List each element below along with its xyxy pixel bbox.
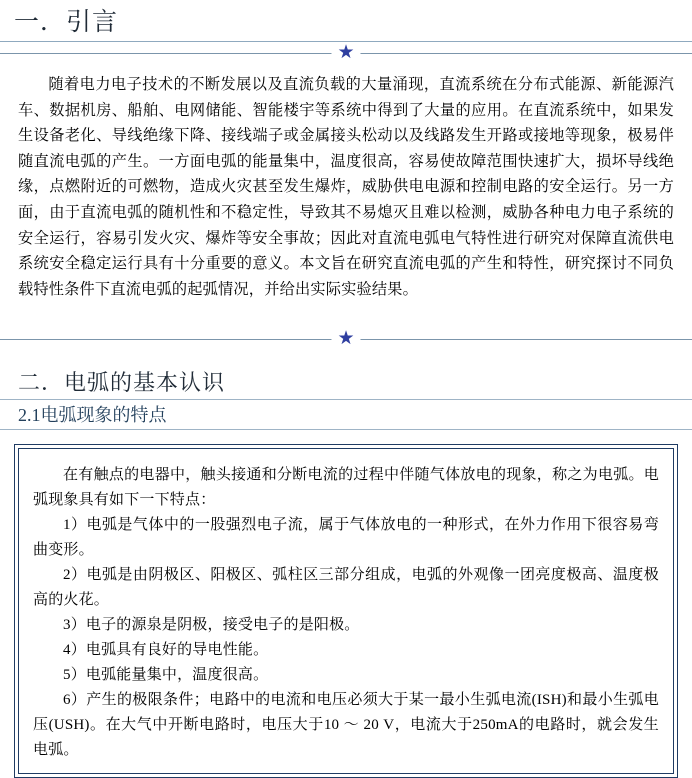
star-divider-bottom <box>0 328 692 350</box>
star-icon: ★ <box>331 328 360 350</box>
star-icon: ★ <box>331 42 360 64</box>
box-intro-paragraph: 在有触点的电器中，触头接通和分断电流的过程中伴随气体放电的现象，称之为电弧。电弧现象具有如下一下特点： <box>33 467 659 509</box>
box-list-item: 5）电弧能量集中，温度很高。 <box>63 667 269 684</box>
section-1-heading: 一．引言 <box>14 9 119 36</box>
section-2-heading: 二．电弧的基本认识 <box>18 370 226 396</box>
section-1-paragraph: 随着电力电子技术的不断发展以及直流负载的大量涌现，直流系统在分布式能源、新能源汽车、数据机房、船舶、电网储能、智能楼宇等系统中得到了大量的应用。在直流系统中，如果发生设备老化、导线绝缘下降、接线端子或金属接头松动以及线路发生开路或接地等现象，极易伴随直流电弧的产生。一方面电弧的能量集中，温度很高，容易使故障范围快速扩大，损坏导线绝缘，点燃附近的可燃物，造成火灾甚至发生爆炸，威胁供电电源和控制电路的安全运行。另一方面，由于直流电弧的随机性和不稳定性，导致其不易熄灭且难以检测，威胁各种电力电子系统的安全运行，容易引发火灾、爆炸等安全事故；因此对直流电弧电气特性进行研究对保障直流供电系统安全稳定运行具有十分重要的意义。本文旨在研究直流电弧的产生和特性，研究探讨不同负载特性条件下直流电弧的起弧情况，并给出实际实验结果。 <box>18 76 674 298</box>
box-list-item: 1）电弧是气体中的一股强烈电子流，属于气体放电的一种形式，在外力作用下很容易弯曲变形。 <box>33 517 659 559</box>
star-divider-top <box>0 42 692 64</box>
box-list-item: 6）产生的极限条件；电路中的电流和电压必须大于某一最小生弧电流(ISH)和最小生弧电压(USH)。在大气中开断电路时，电压大于10 ～ 20 V，电流大于250mA的电路时，就会发生电弧。 <box>33 692 659 759</box>
box-list-item: 2）电弧是由阴极区、阳极区、弧柱区三部分组成，电弧的外观像一团亮度极高、温度极高的火花。 <box>33 567 659 609</box>
section-1-body <box>0 64 692 302</box>
section-2-1-subheading: 2.1电弧现象的特点 <box>18 405 167 426</box>
section-2-1-subheading-rule <box>0 429 692 430</box>
section-2-1-subheading-block <box>0 400 692 430</box>
feature-box-inner <box>18 448 674 774</box>
section-2-heading-block <box>0 364 692 400</box>
box-list-item: 4）电弧具有良好的导电性能。 <box>63 642 269 659</box>
feature-box-outer <box>14 444 678 778</box>
box-list-item: 3）电子的源泉是阴极，接受电子的是阳极。 <box>63 617 360 634</box>
spacer <box>0 302 692 328</box>
section-1-heading-block <box>0 0 692 42</box>
